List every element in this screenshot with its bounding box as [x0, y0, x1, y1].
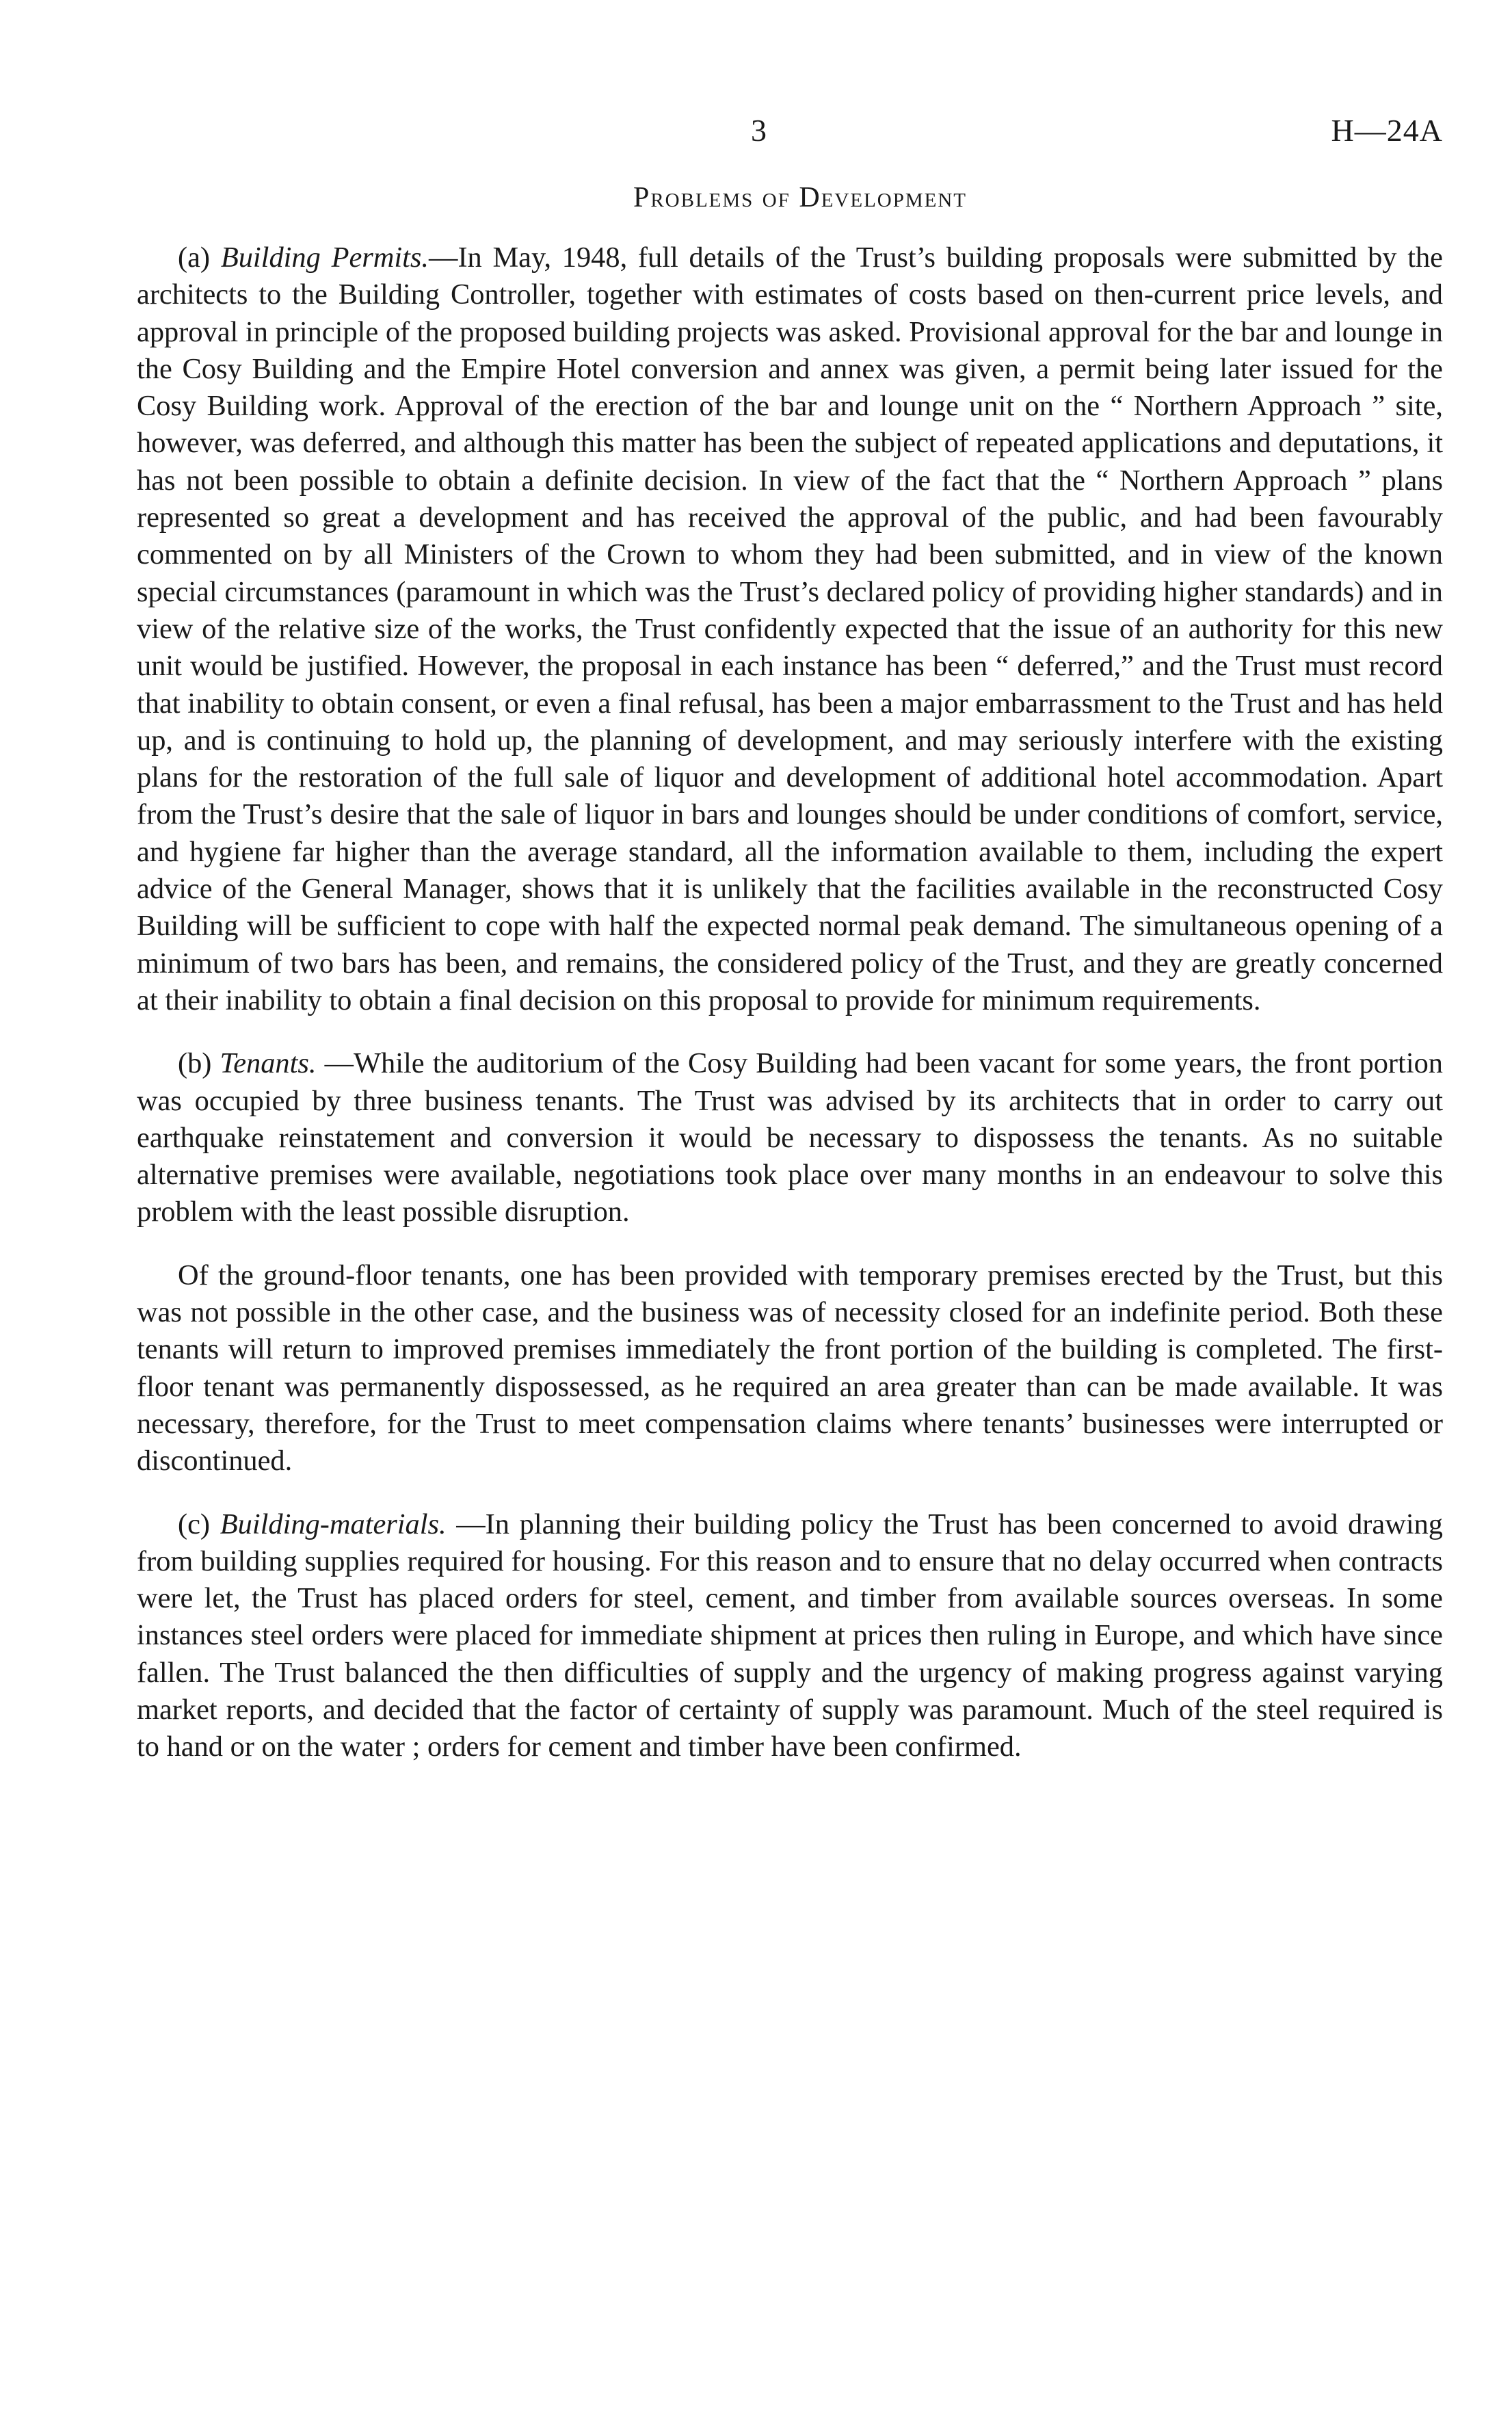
paragraph-building-materials	[137, 1506, 1443, 1766]
paragraph-tenants	[137, 1045, 1443, 1231]
paragraph-label: (c)	[178, 1508, 211, 1540]
paragraph-building-permits	[137, 239, 1443, 1019]
page-number: 3	[751, 113, 767, 148]
paragraph-heading: Tenants.	[220, 1047, 317, 1080]
paragraph-text: —In May, 1948, full details of the Trust’s building proposals were submitted by the architects to the Building Controller, together with estimates of costs based on then-current price levels, and approval in principle of the proposed building projects was asked. Provisional approval for the bar and lounge in the Cosy Building and the Empire Hotel conversion and annex was given, a permit being later issued for the Cosy Building work. Approval of the erection of the bar and lounge unit on the “ Northern Approach ” site, however, was deferred, and although this matter has been the subject of repeated applications and deputations, it has not been possible to obtain a definite decision. In view of the fact that the “ Northern Approach ” plans represented so great a development and has received the approval of the public, and had been favourably commented on by all Ministers of the Crown to whom they had been submitted, and in view of the known special circumstances (paramount in which was the Trust’s declared policy of providing higher standards) and in view of the relative size of the works, the Trust confidently expected that the issue of an authority for this new unit would be justified. However, the proposal in each instance has been “ deferred,” and the Trust must record that inability to obtain consent, or even a final refusal, has been a major embarrassment to the Trust and has held up, and is continuing to hold up, the planning of development, and may seriously interfere with the existing plans for the restoration of the full sale of liquor and development of additional hotel accommodation. Apart from the Trust’s desire that the sale of liquor in bars and lounges should be under conditions of comfort, service, and hygiene far higher than the average standard, all the information available to them, including the expert advice of the General Manager, shows that it is unlikely that the facilities available in the reconstructed Cosy Building will be sufficient to cope with half the expected normal peak demand. The simultaneous opening of a minimum of two bars has been, and remains, the considered policy of the Trust, and they are greatly concerned at their inability to obtain a final decision on this proposal to provide for minimum requirements.	[137, 241, 1443, 1016]
paragraph-text: Of the ground-floor tenants, one has been provided with temporary premises erected by the Trust, but this was not possible in the other case, and the business was of necessity closed for an indefinite period. Both these tenants will return to improved premises immediately the front portion of the building is completed. The first-floor tenant was permanently dispossessed, as he required an area greater than can be made available. It was necessary, therefore, for the Trust to meet compensation claims where tenants’ businesses were interrupted or discontinued.	[137, 1259, 1443, 1477]
paragraph-heading: Building-materials.	[220, 1508, 447, 1540]
paragraph-text: —While the auditorium of the Cosy Building had been vacant for some years, the front portion was occupied by three business tenants. The Trust was advised by its architects that in order to carry out earthquake reinstatement and conversion it would be necessary to dispossess the tenants. As no suitable alternative premises were available, negotiations took place over many months in an endeavour to solve this problem with the least possible disruption.	[137, 1047, 1443, 1228]
paragraph-label: (a)	[178, 241, 211, 274]
paragraph-heading: Building Permits.	[220, 241, 429, 274]
paragraph-text: —In planning their building policy the Trust has been concerned to avoid drawing from building supplies required for housing. For this reason and to ensure that no delay occurred when contracts were let, the Trust has placed orders for steel, cement, and timber from available sources overseas. In some instances steel orders were placed for immediate shipment at prices then ruling in Europe, and which have since fallen. The Trust balanced the then difficulties of supply and the urgency of making progress against varying market reports, and decided that the factor of certainty of supply was paramount. Much of the steel required is to hand or on the water ; orders for cement and timber have been confirmed.	[137, 1508, 1443, 1763]
paragraph-ground-floor-tenants	[137, 1257, 1443, 1480]
body-text	[137, 239, 1443, 1792]
page-header	[157, 115, 1443, 163]
document-reference: H—24A	[1331, 113, 1443, 148]
section-title: Problems of Development	[633, 182, 968, 213]
paragraph-label: (b)	[178, 1047, 212, 1080]
